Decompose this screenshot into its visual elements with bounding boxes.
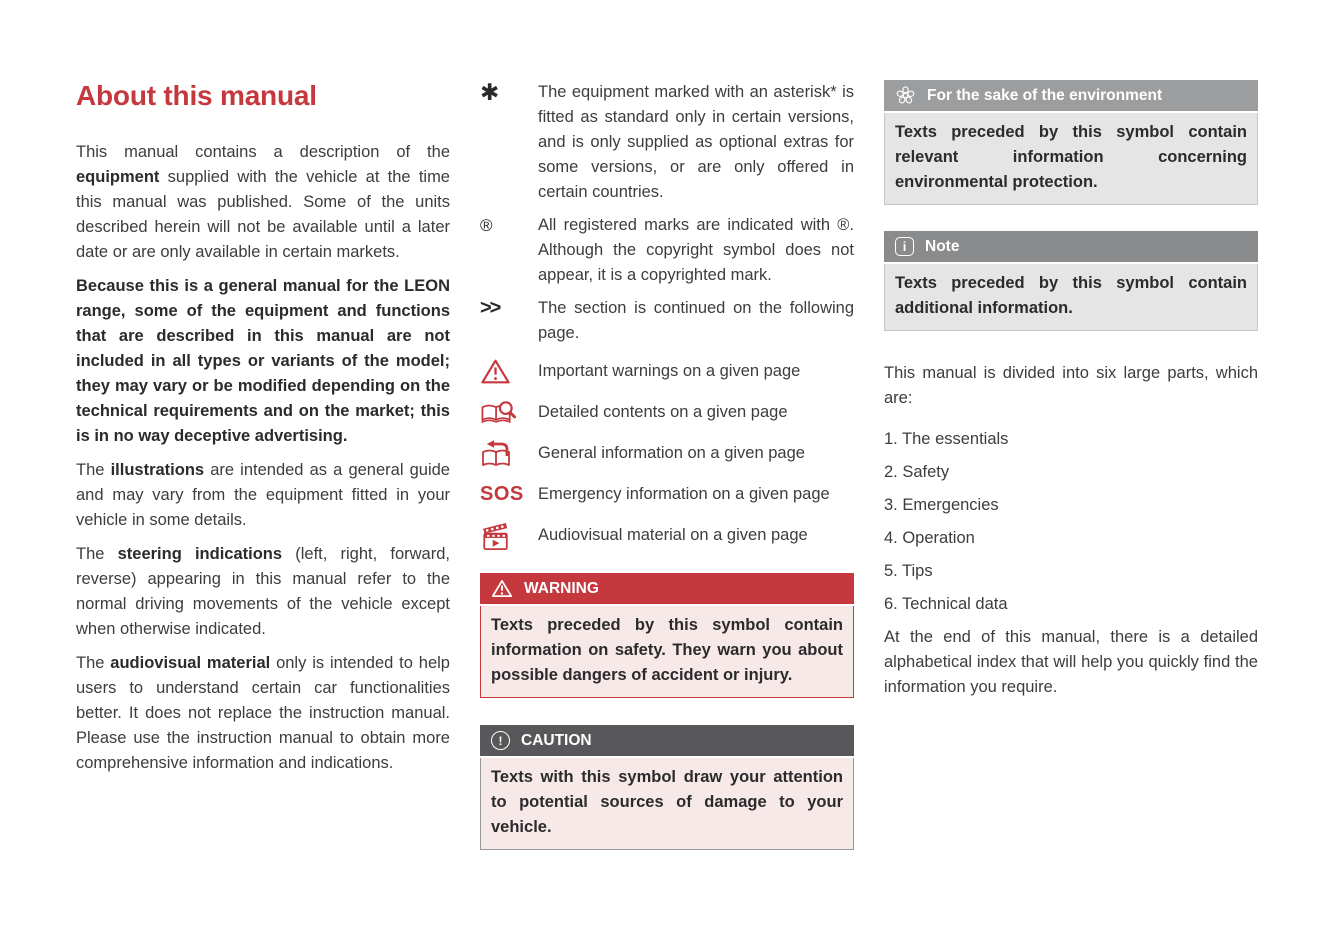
caution-box-header bbox=[480, 725, 854, 756]
legend-row-registered-mark bbox=[480, 213, 854, 288]
legend-text: Detailed contents on a given page bbox=[538, 403, 788, 421]
manual-parts-intro: This manual is divided into six large parts, which are: bbox=[884, 364, 1258, 407]
general-information-icon bbox=[480, 439, 538, 469]
environment-note-column bbox=[884, 80, 1258, 709]
audiovisual-icon bbox=[480, 520, 538, 551]
paragraph-general-manual: Because this is a general manual for the LEON range, some of the equipment and functions that are described in this manual are not included in all types or variants of the model; they may vary or be modified depending on the technical requirements and on the market; this is in no way deceptive advertising. bbox=[76, 277, 450, 445]
manual-parts-list bbox=[884, 427, 1258, 617]
caution-circle-icon: ! bbox=[491, 731, 510, 750]
caution-box-body: Texts with this symbol draw your attention to potential sources of damage to your vehicle. bbox=[480, 758, 854, 850]
paragraph-equipment: This manual contains a description of the equipment supplied with the vehicle at the time this manual was published. Some of the units described herein will not be available until a later date or are only available in certain markets. bbox=[76, 143, 450, 261]
symbol-legend-column bbox=[480, 80, 854, 850]
legend-row-asterisk bbox=[480, 80, 854, 205]
list-item: 3. Emergencies bbox=[884, 496, 999, 514]
warning-box-header bbox=[480, 573, 854, 604]
warning-triangle-icon bbox=[480, 358, 538, 385]
list-item: 2. Safety bbox=[884, 463, 950, 481]
warning-box bbox=[480, 573, 854, 698]
legend-row-sos bbox=[480, 474, 854, 515]
paragraph-audiovisual-material: The audiovisual material only is intended to help users to understand certain car functionalities better. It does not replace the instruction manual. Please use the instruction manual to obtain more comprehensive information and indications. bbox=[76, 654, 450, 772]
legend-text: The equipment marked with an asterisk* is fitted as standard only in certain versions, and is only supplied as optional extras for some versions, or are only offered in certain countries. bbox=[538, 83, 855, 201]
legend-text: Emergency information on a given page bbox=[538, 485, 830, 503]
list-item: 4. Operation bbox=[884, 529, 975, 547]
continuation-arrows-icon: >> bbox=[480, 297, 500, 319]
environment-box bbox=[884, 80, 1258, 205]
list-item: 6. Technical data bbox=[884, 595, 1008, 613]
info-icon: i bbox=[895, 237, 914, 256]
environment-box-title: For the sake of the environment bbox=[927, 86, 1163, 104]
detailed-contents-icon bbox=[480, 399, 538, 427]
legend-text: All registered marks are indicated with ®. Although the copyright symbol does not appear, it is a copyrighted mark. bbox=[538, 216, 855, 284]
list-item: 1. The essentials bbox=[884, 430, 1009, 448]
about-column bbox=[76, 80, 450, 785]
paragraph-illustrations: The illustrations are intended as a general guide and may vary from the equipment fitted in your vehicle in some details. bbox=[76, 461, 450, 529]
legend-text: General information on a given page bbox=[538, 444, 805, 462]
sos-icon: SOS bbox=[480, 483, 524, 505]
legend-row-general-information bbox=[480, 433, 854, 474]
warning-box-title: WARNING bbox=[524, 579, 599, 597]
list-item: 5. Tips bbox=[884, 562, 933, 580]
legend-row-continuation bbox=[480, 296, 854, 346]
legend-row-important-warnings bbox=[480, 351, 854, 392]
note-box-body: Texts preceded by this symbol contain additional information. bbox=[884, 264, 1258, 331]
caution-box bbox=[480, 725, 854, 850]
flower-icon bbox=[895, 85, 916, 106]
paragraph-steering-indications: The steering indications (left, right, forward, reverse) appearing in this manual refer to the normal driving movements of the vehicle except when otherwise indicated. bbox=[76, 545, 450, 638]
warning-box-body: Texts preceded by this symbol contain information on safety. They warn you about possible dangers of accident or injury. bbox=[480, 606, 854, 698]
caution-box-title: CAUTION bbox=[521, 731, 592, 749]
note-box-title: Note bbox=[925, 237, 960, 255]
legend-row-audiovisual bbox=[480, 515, 854, 556]
page-title: About this manual bbox=[76, 80, 317, 111]
legend-text: Audiovisual material on a given page bbox=[538, 526, 808, 544]
legend-row-detailed-contents bbox=[480, 392, 854, 433]
note-box-header bbox=[884, 231, 1258, 262]
alphabetical-index-note: At the end of this manual, there is a detailed alphabetical index that will help you quickly find the information you require. bbox=[884, 628, 1258, 696]
environment-box-header bbox=[884, 80, 1258, 111]
legend-text: Important warnings on a given page bbox=[538, 362, 801, 380]
legend-text: The section is continued on the following page. bbox=[538, 299, 854, 342]
note-box bbox=[884, 231, 1258, 331]
registered-mark-icon: ® bbox=[480, 216, 493, 235]
asterisk-icon: ✱ bbox=[480, 79, 500, 105]
warning-triangle-icon bbox=[491, 579, 513, 598]
environment-box-body: Texts preceded by this symbol contain relevant information concerning environmental protection. bbox=[884, 113, 1258, 205]
